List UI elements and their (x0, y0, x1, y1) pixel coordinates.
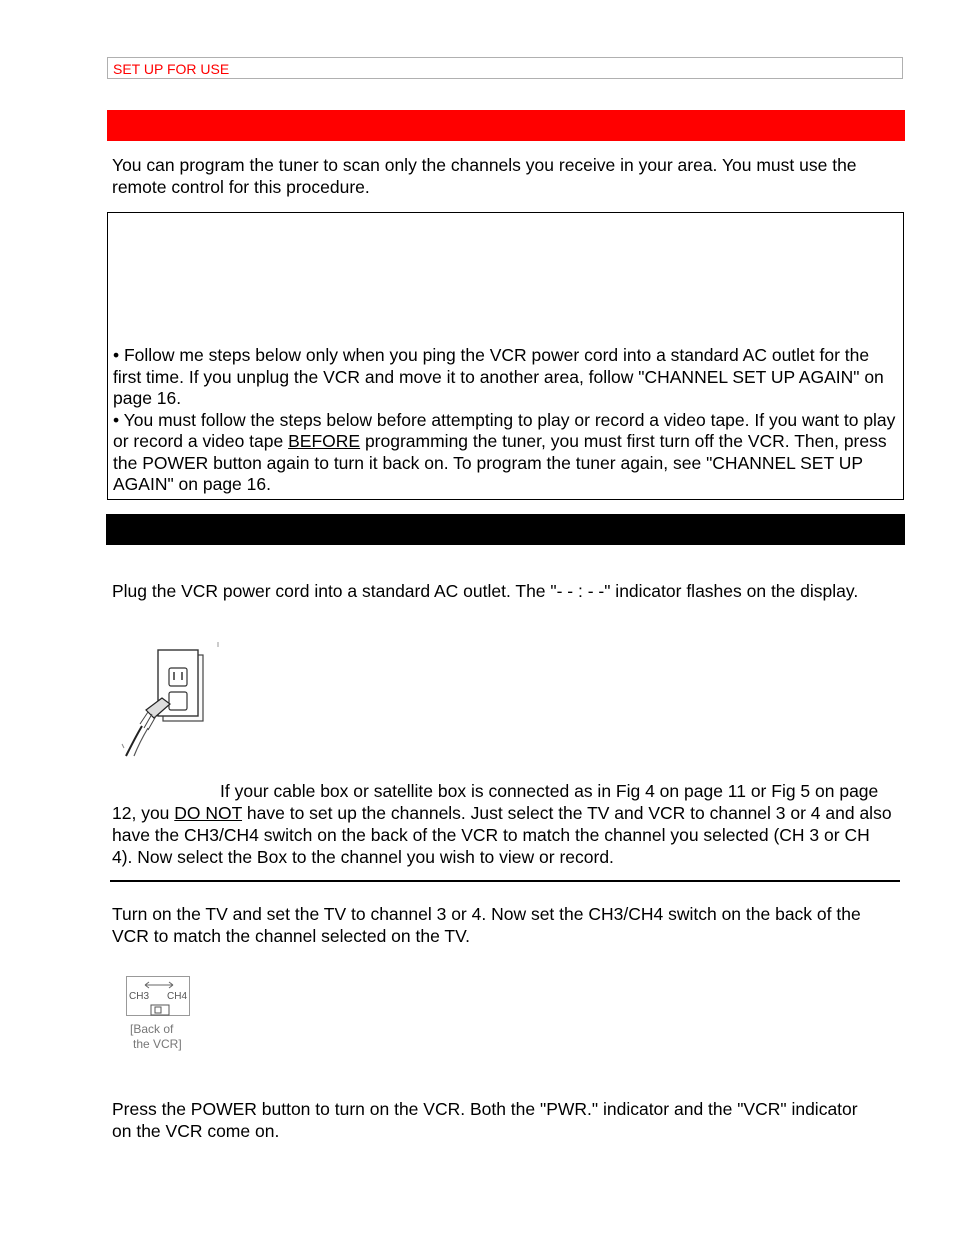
note-box (107, 212, 904, 500)
cable-note-start: If your cable box or satellite box is connected as in Fig 4 on page 11 or Fig 5 on page 12, you (112, 781, 879, 823)
cable-note-emphasis: DO NOT (174, 803, 243, 823)
divider (110, 880, 900, 882)
note-bullet-2 (113, 410, 899, 496)
intro-paragraph: You can program the tuner to scan only the channels you receive in your area. You must use the remote control for this procedure. (112, 155, 857, 197)
steps-bar (106, 514, 905, 545)
note-bullet-2-emphasis: BEFORE (288, 431, 361, 451)
note-text (113, 345, 899, 496)
step-2-text: Turn on the TV and set the TV to channel 3 or 4. Now set the CH3/CH4 switch on the back of the VCR to match the channel selected on the TV. (112, 904, 861, 946)
cable-box-note (112, 780, 892, 868)
switch-caption (130, 1022, 182, 1052)
ch-switch-figure (126, 976, 190, 1016)
note-bullet-2-start: • You must follow the steps below before attempting to play or record a video tape. If you want to play or record a video tape (113, 409, 896, 451)
title-bar (107, 110, 905, 141)
note-bullet-2-end: programming the tuner, you must first turn off the VCR. Then, press the POWER button again to turn it back on. To program the tuner again, see "CHANNEL SET UP AGAIN" on page 16. (113, 431, 887, 494)
ch3-label: CH3 (129, 991, 150, 1002)
note-bullet-1: • Follow me steps below only when you ping the VCR power cord into a standard AC outlet for the first time. If you unplug the VCR and move it to another area, follow "CHANNEL SET UP AGAIN" on page 16. (113, 345, 884, 408)
section-header (107, 57, 903, 79)
switch-caption-line-2: the VCR] (133, 1037, 182, 1051)
outlet-plug-illustration (118, 640, 228, 760)
step-1-text: Plug the VCR power cord into a standard AC outlet. The "- - : - -" indicator flashes on the display. (112, 581, 859, 601)
section-label: SET UP FOR USE (113, 61, 230, 77)
ch4-label: CH4 (167, 991, 188, 1002)
switch-caption-line-1: [Back of (130, 1022, 174, 1036)
cable-note-end: have to set up the channels. Just select the TV and VCR to channel 3 or 4 and also have the CH3/CH4 switch on the back of the VCR to match the channel you selected (CH 3 or CH 4). Now select the Box to the channel you wish to view or record. (112, 803, 892, 867)
step-3-text: Press the POWER button to turn on the VCR. Both the "PWR." indicator and the "VCR" indicator on the VCR come on. (112, 1099, 858, 1141)
